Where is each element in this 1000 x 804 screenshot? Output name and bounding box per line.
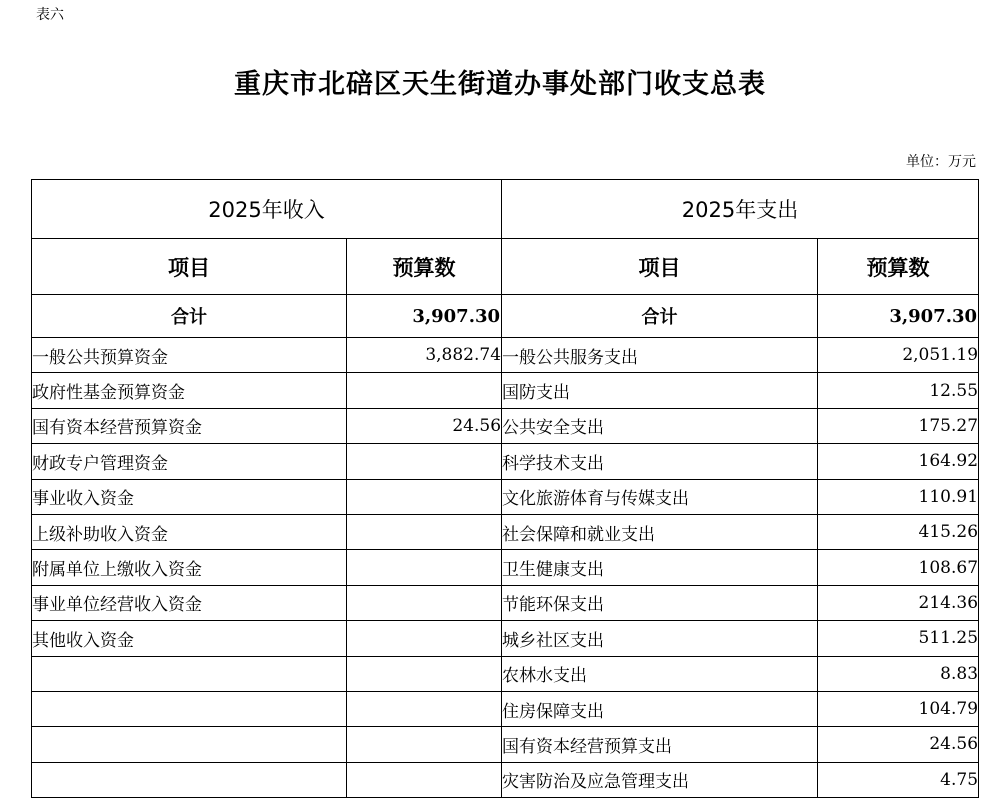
income-amount-cell <box>347 373 502 408</box>
table-row <box>32 338 979 373</box>
expense-amount-header: 预算数 <box>818 239 979 295</box>
table-row <box>32 656 979 691</box>
income-item-cell <box>32 691 347 726</box>
budget-table <box>31 179 979 798</box>
table-label: 表六 <box>36 7 64 23</box>
table-row <box>32 691 979 726</box>
expense-amount-cell: 8.83 <box>818 656 979 691</box>
expense-amount-cell: 2,051.19 <box>818 338 979 373</box>
expense-item-cell: 卫生健康支出 <box>502 550 818 585</box>
table-row <box>32 479 979 514</box>
income-item-cell: 附属单位上缴收入资金 <box>32 550 347 585</box>
income-amount-cell <box>347 585 502 620</box>
expense-item-cell: 文化旅游体育与传媒支出 <box>502 479 818 514</box>
income-amount-cell <box>347 479 502 514</box>
expense-item-cell: 住房保障支出 <box>502 691 818 726</box>
expense-item-cell: 灾害防治及应急管理支出 <box>502 762 818 797</box>
expense-item-cell: 科学技术支出 <box>502 444 818 479</box>
income-amount-cell <box>347 656 502 691</box>
income-item-cell: 财政专户管理资金 <box>32 444 347 479</box>
expense-total-label: 合计 <box>502 295 818 338</box>
expense-item-cell: 节能环保支出 <box>502 585 818 620</box>
income-year-header: 2025年收入 <box>32 180 502 239</box>
expense-amount-cell: 104.79 <box>818 691 979 726</box>
expense-amount-cell: 164.92 <box>818 444 979 479</box>
table-row <box>32 408 979 443</box>
income-item-cell: 政府性基金预算资金 <box>32 373 347 408</box>
income-item-header: 项目 <box>32 239 347 295</box>
income-item-cell: 一般公共预算资金 <box>32 338 347 373</box>
income-total-label: 合计 <box>32 295 347 338</box>
expense-amount-cell: 108.67 <box>818 550 979 585</box>
income-amount-cell <box>347 444 502 479</box>
income-item-cell: 上级补助收入资金 <box>32 514 347 549</box>
income-item-cell: 事业单位经营收入资金 <box>32 585 347 620</box>
expense-item-cell: 社会保障和就业支出 <box>502 514 818 549</box>
table-row <box>32 550 979 585</box>
expense-item-cell: 公共安全支出 <box>502 408 818 443</box>
expense-amount-cell: 415.26 <box>818 514 979 549</box>
expense-amount-cell: 24.56 <box>818 727 979 762</box>
income-item-cell <box>32 656 347 691</box>
column-header-row <box>32 239 979 295</box>
income-amount-cell <box>347 550 502 585</box>
expense-item-cell: 国防支出 <box>502 373 818 408</box>
income-item-cell: 国有资本经营预算资金 <box>32 408 347 443</box>
income-item-cell: 事业收入资金 <box>32 479 347 514</box>
income-item-cell <box>32 762 347 797</box>
expense-amount-cell: 12.55 <box>818 373 979 408</box>
expense-amount-cell: 4.75 <box>818 762 979 797</box>
unit-note: 单位：万元 <box>906 154 976 170</box>
expense-amount-cell: 110.91 <box>818 479 979 514</box>
income-amount-cell: 24.56 <box>347 408 502 443</box>
year-header-row <box>32 180 979 239</box>
income-total-amount: 3,907.30 <box>347 295 502 338</box>
income-amount-cell: 3,882.74 <box>347 338 502 373</box>
income-amount-cell <box>347 514 502 549</box>
table-row <box>32 514 979 549</box>
table-row <box>32 762 979 797</box>
expense-item-cell: 农林水支出 <box>502 656 818 691</box>
table-row <box>32 585 979 620</box>
expense-amount-cell: 511.25 <box>818 621 979 656</box>
table-row <box>32 373 979 408</box>
income-amount-cell <box>347 621 502 656</box>
income-item-cell <box>32 727 347 762</box>
total-row <box>32 295 979 338</box>
income-amount-cell <box>347 691 502 726</box>
income-item-cell: 其他收入资金 <box>32 621 347 656</box>
income-amount-header: 预算数 <box>347 239 502 295</box>
table-row <box>32 444 979 479</box>
expense-item-header: 项目 <box>502 239 818 295</box>
table-row <box>32 621 979 656</box>
expense-amount-cell: 175.27 <box>818 408 979 443</box>
expense-amount-cell: 214.36 <box>818 585 979 620</box>
expense-total-amount: 3,907.30 <box>818 295 979 338</box>
expense-item-cell: 一般公共服务支出 <box>502 338 818 373</box>
table-row <box>32 727 979 762</box>
expense-year-header: 2025年支出 <box>502 180 979 239</box>
income-amount-cell <box>347 727 502 762</box>
expense-item-cell: 城乡社区支出 <box>502 621 818 656</box>
income-amount-cell <box>347 762 502 797</box>
page-title: 重庆市北碚区天生街道办事处部门收支总表 <box>234 69 766 100</box>
expense-item-cell: 国有资本经营预算支出 <box>502 727 818 762</box>
